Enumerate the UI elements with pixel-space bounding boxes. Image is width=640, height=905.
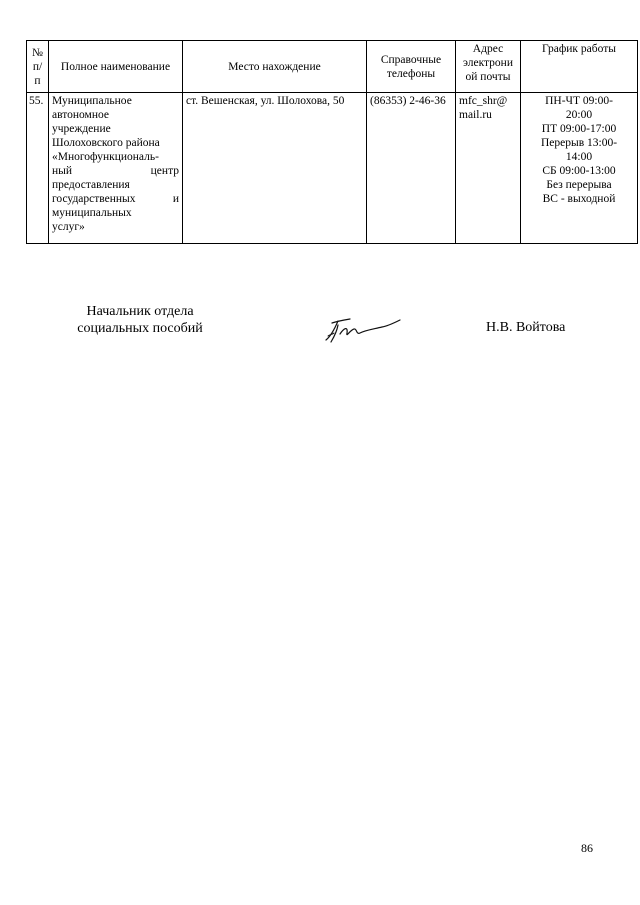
hours-line: 20:00 xyxy=(565,109,593,121)
header-full-name: Полное наименование xyxy=(49,41,183,93)
hours-line: ПН-ЧТ 09:00- xyxy=(545,95,613,107)
name-word: ный xyxy=(52,165,73,177)
header-phones xyxy=(367,41,456,93)
header-phones-line1: Справочные xyxy=(380,53,442,66)
name-line: услуг» xyxy=(52,221,85,233)
name-word: центр xyxy=(150,165,179,177)
header-phones-line2: телефоны xyxy=(386,67,436,80)
header-number-abbr: п/п xyxy=(32,60,43,87)
name-line xyxy=(52,192,179,206)
name-line xyxy=(52,164,179,178)
row-hours xyxy=(521,93,638,244)
hours-line: Без перерыва xyxy=(546,179,612,191)
signer-position xyxy=(60,303,220,337)
row-full-name xyxy=(49,93,183,244)
name-word: и xyxy=(172,193,179,205)
name-word: государственных xyxy=(52,193,136,205)
name-line: муниципальных xyxy=(52,207,132,219)
table-row xyxy=(27,93,638,244)
hours-line: ВС - выходной xyxy=(542,193,616,205)
header-hours: График работы xyxy=(521,41,638,93)
row-email xyxy=(456,93,521,244)
signer-name: Н.В. Войтова xyxy=(486,320,566,335)
page-number: 86 xyxy=(581,841,593,855)
header-location: Место нахождение xyxy=(183,41,367,93)
row-location: ст. Вешенская, ул. Шолохова, 50 xyxy=(183,93,367,244)
name-line: Муниципальное xyxy=(52,95,132,107)
handwritten-signature xyxy=(322,314,404,344)
hours-line: Перерыв 13:00- xyxy=(540,137,618,149)
hours-line: ПТ 09:00-17:00 xyxy=(541,123,617,135)
email-line: mfc_shr@ xyxy=(459,95,508,107)
header-email xyxy=(456,41,521,93)
name-line: «Многофункциональ- xyxy=(52,151,159,163)
email-line: mail.ru xyxy=(459,109,492,121)
name-line: Шолоховского района xyxy=(52,137,160,149)
row-phone: (86353) 2-46-36 xyxy=(367,93,456,244)
header-email-line3: ой почты xyxy=(465,71,511,83)
table-header-row xyxy=(27,41,638,93)
signer-position-line2: социальных пособий xyxy=(77,321,203,336)
header-email-line1: Адрес xyxy=(472,43,504,55)
header-number xyxy=(27,41,49,93)
name-line: предоставления xyxy=(52,179,130,191)
name-line: учреждение xyxy=(52,123,111,135)
hours-line: 14:00 xyxy=(565,151,593,163)
header-number-symbol: № xyxy=(32,46,43,59)
row-number: 55. xyxy=(27,93,49,244)
signer-position-line1: Начальник отдела xyxy=(86,304,194,319)
organizations-table xyxy=(26,40,638,244)
header-email-line2: электрони xyxy=(463,57,513,69)
hours-line: СБ 09:00-13:00 xyxy=(542,165,616,177)
name-line: автономное xyxy=(52,109,109,121)
